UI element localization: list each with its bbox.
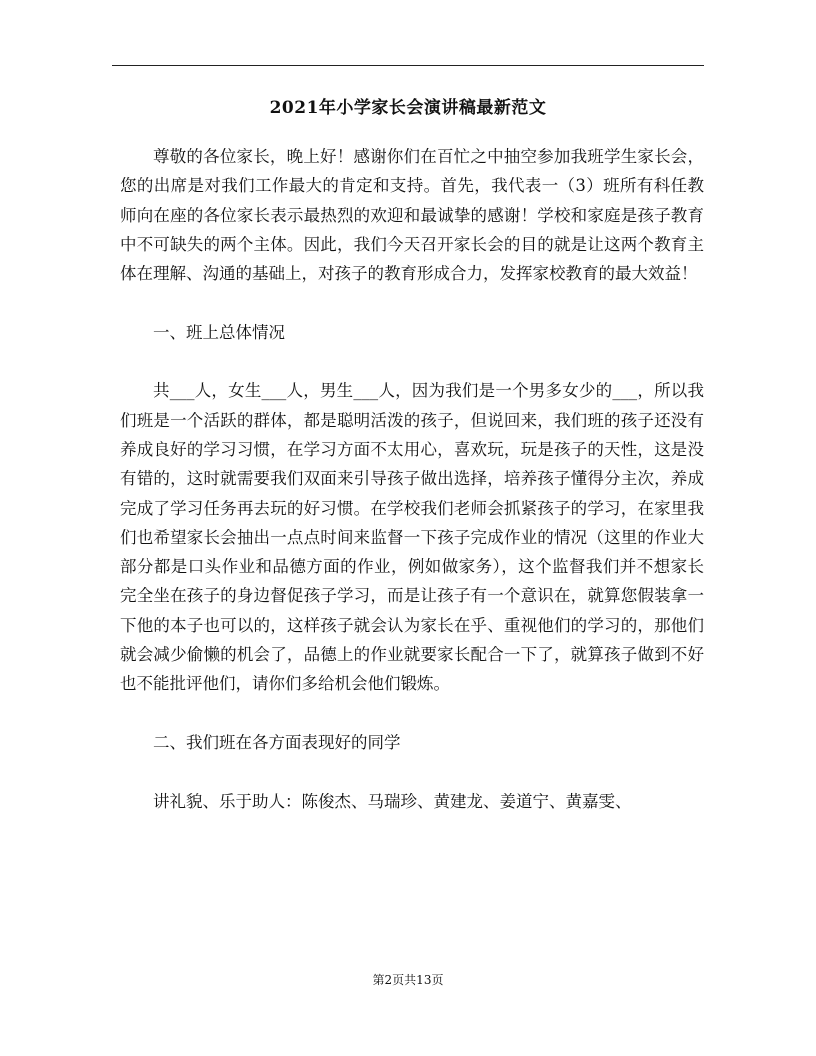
paragraph-class-overview: 共___人，女生___人，男生___人，因为我们是一个男多女少的___，所以我们班是一个活跃的群体，都是聪明活泼的孩子，但说回来，我们班的孩子还没有养成良好的学习习惯，在学习方面不太用心，喜欢玩，玩是孩子的天性，这是没有错的，这时就需要我们双面来引导孩子做出选择，培养孩子懂得分主次，养成完成了学习任务再去玩的好习惯。在学校我们老师会抓紧孩子的学习，在家里我们也希望家长会抽出一点点时间来监督一下孩子完成作业的情况（这里的作业大部分都是口头作业和品德方面的作业，例如做家务），这个监督我们并不想家长完全坐在孩子的身边督促孩子学习，而是让孩子有一个意识在，就算您假装拿一下他的本子也可以的，这样孩子就会认为家长在乎、重视他们的学习的，那他们就会减少偷懒的机会了，品德上的作业就要家长配合一下了，就算孩子做到不好也不能批评他们，请你们多给机会他们锻炼。 — [120, 381, 704, 694]
page-number: 第2页共13页 — [372, 973, 444, 987]
section-heading-good-students: 二、我们班在各方面表现好的同学 — [153, 732, 401, 752]
paragraph-greeting: 尊敬的各位家长，晚上好！感谢你们在百忙之中抽空参加我班学生家长会，您的出席是对我们工作最大的肯定和支持。首先，我代表一（3）班所有科任教师向在座的各位家长表示最热烈的欢迎和最诚挚的感谢！学校和家庭是孩子教育中不可缺失的两个主体。因此，我们今天召开家长会的目的就是让这两个教育主体在理解、沟通的基础上，对孩子的教育形成合力，发挥家校教育的最大效益！ — [120, 147, 704, 284]
document-body — [120, 142, 704, 816]
section-heading-class-overview: 一、班上总体情况 — [153, 322, 285, 342]
paragraph-polite-students: 讲礼貌、乐于助人：陈俊杰、马瑞珍、黄建龙、姜道宁、黄嘉雯、 — [153, 791, 632, 811]
header-rule — [112, 65, 704, 66]
document-title: 2021年小学家长会演讲稿最新范文 — [269, 98, 547, 118]
